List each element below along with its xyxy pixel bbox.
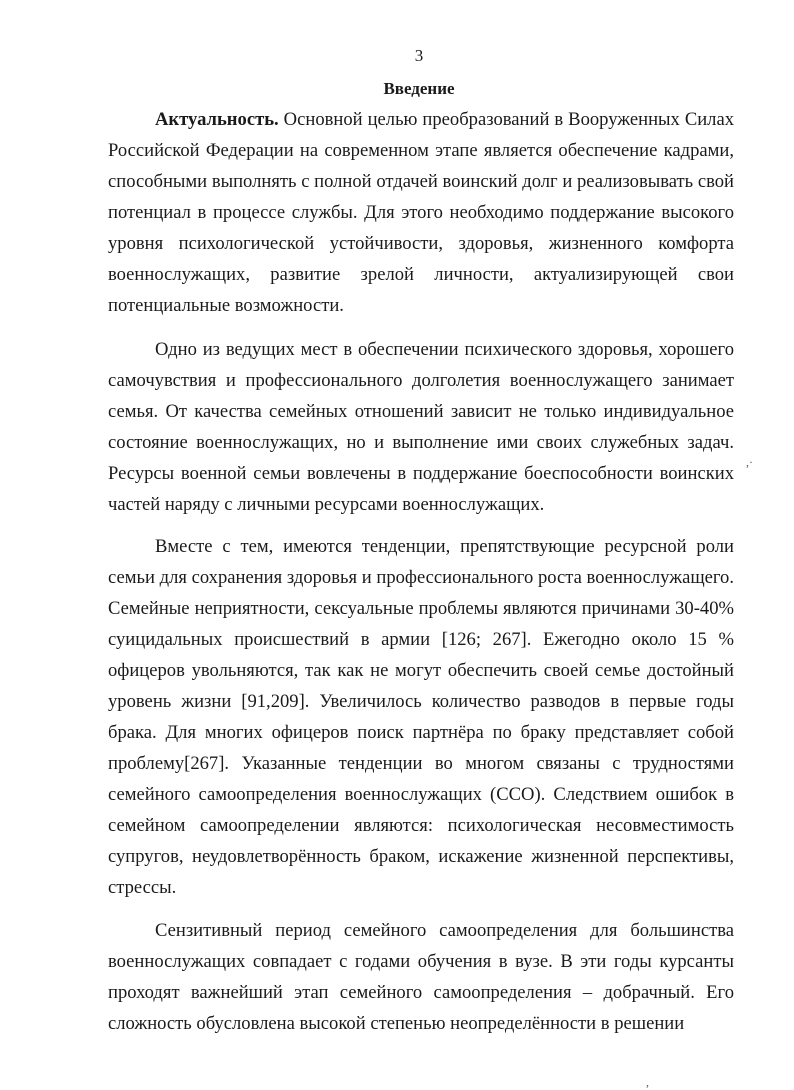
main-text xyxy=(108,104,734,1039)
section-heading: Введение xyxy=(383,79,455,98)
paragraph-text: Основной целью преобразований в Вооруженных Силах Российской Федерации на современном этапе является обеспечение кадрами, способными выполнять с полной отдачей воинский долг и реализовывать свой потенциал в процессе службы. Для этого необходимо поддержание высокого уровня психологической устойчивости, здоровья, жизненного комфорта военнослужащих, развитие зрелой личности, актуализирующей свои потенциальные возможности. xyxy=(108,109,734,316)
scan-mark: , xyxy=(646,1075,649,1089)
paragraph-sensitive-period: Сензитивный период семейного самоопределения для большинства военнослужащих совпадает с годами обучения в вузе. В эти годы курсанты проходят важнейший этап семейного самоопределения – добрачный. Его сложность обусловлена высокой степенью неопределённости в решении xyxy=(108,920,734,1034)
paragraph-relevance xyxy=(108,104,734,321)
page-number: 3 xyxy=(414,46,424,65)
paragraph-tendencies: Вместе с тем, имеются тенденции, препятствующие ресурсной роли семьи для сохранения здоровья и профессионального роста военнослужащего. Семейные неприятности, сексуальные проблемы являются причинами 30-40% суицидальных происшествий в армии [126; 267]. Ежегодно около 15 % офицеров увольняются, так как не могут обеспечить своей семье достойный уровень жизни [91,209]. Увеличилось количество разводов в первые годы брака. Для многих офицеров поиск партнёра по браку представляет собой проблему[267]. Указанные тенденции во многом связаны с трудностями семейного самоопределения военнослужащих (ССО). Следствием ошибок в семейном самоопределении являются: психологическая несовместимость супругов, неудовлетворённость браком, искажение жизненной перспективы, стрессы. xyxy=(108,536,734,898)
paragraph-lead: Актуальность. xyxy=(155,109,279,130)
scan-mark: ,· xyxy=(746,455,753,469)
paragraph-family-role: Одно из ведущих мест в обеспечении психического здоровья, хорошего самочувствия и профессионального долголетия военнослужащего занимает семья. От качества семейных отношений зависит не только индивидуальное состояние военнослужащих, но и выполнение ими своих служебных задач. Ресурсы военной семьи вовлечены в поддержание боеспособности воинских частей наряду с личными ресурсами военнослужащих. xyxy=(108,339,734,515)
